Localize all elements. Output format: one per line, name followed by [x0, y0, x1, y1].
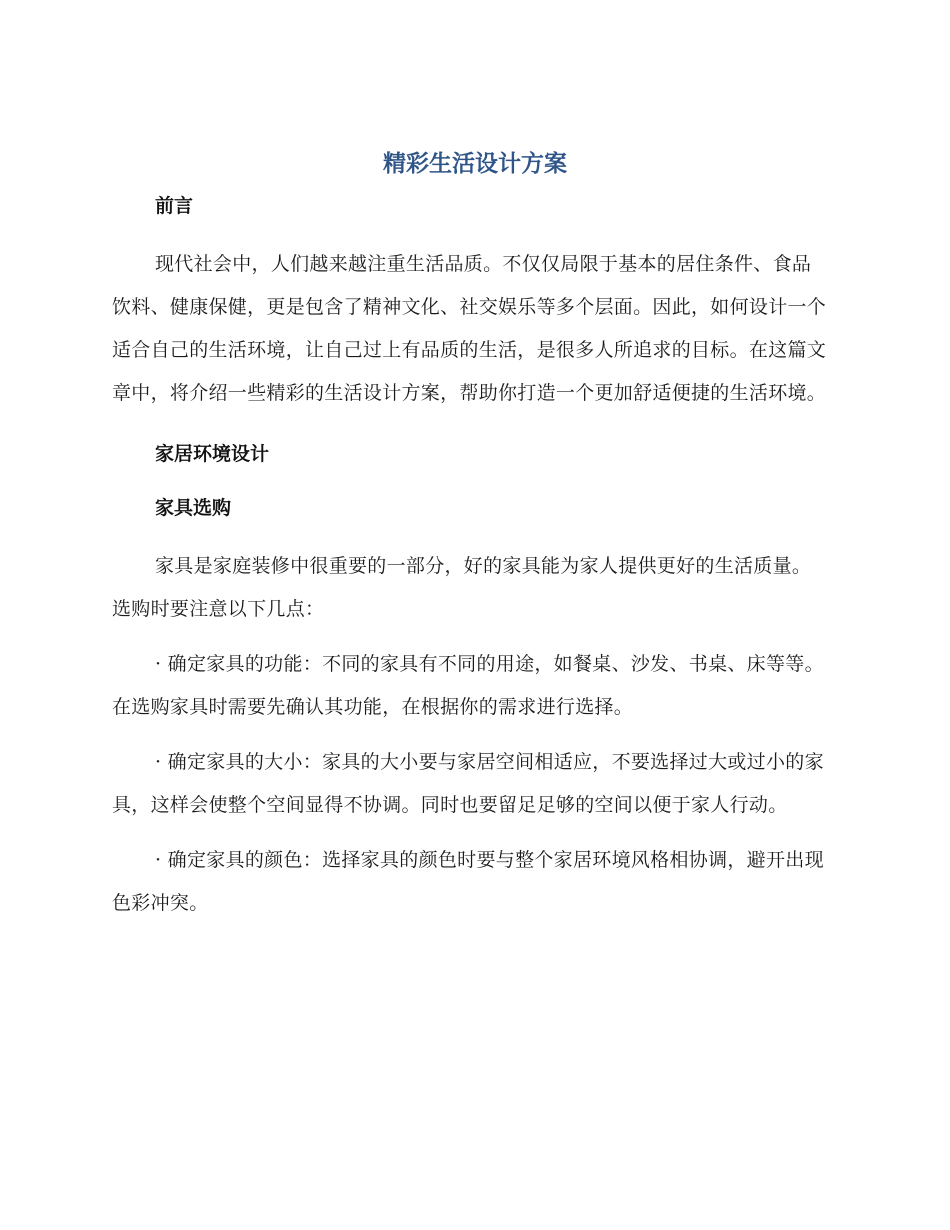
bullet-function: · 确定家具的功能：不同的家具有不同的用途，如餐桌、沙发、书桌、床等等。在选购家具时需要先确认其功能，在根据你的需求进行选择。 — [112, 653, 824, 718]
document-title: 精彩生活设计方案 — [383, 151, 567, 177]
section-heading-home-design: 家居环境设计 — [155, 443, 270, 465]
document-body — [112, 190, 830, 925]
section-heading-furniture: 家具选购 — [155, 497, 232, 519]
bullet-color: · 确定家具的颜色：选择家具的颜色时要与整个家居环境风格相协调，避开出现色彩冲突。 — [112, 849, 824, 914]
furniture-intro-paragraph: 家具是家庭装修中很重要的一部分，好的家具能为家人提供更好的生活质量。选购时要注意以下几点： — [112, 555, 812, 620]
preface-paragraph: 现代社会中，人们越来越注重生活品质。不仅仅局限于基本的居住条件、食品饮料、健康保健，更是包含了精神文化、社交娱乐等多个层面。因此，如何设计一个适合自己的生活环境，让自己过上有品质的生活，是很多人所追求的目标。在这篇文章中，将介绍一些精彩的生活设计方案，帮助你打造一个更加舒适便捷的生活环境。 — [112, 253, 827, 404]
bullet-size: · 确定家具的大小：家具的大小要与家居空间相适应，不要选择过大或过小的家具，这样会使整个空间显得不协调。同时也要留足足够的空间以便于家人行动。 — [112, 751, 824, 816]
section-heading-preface: 前言 — [155, 195, 194, 217]
